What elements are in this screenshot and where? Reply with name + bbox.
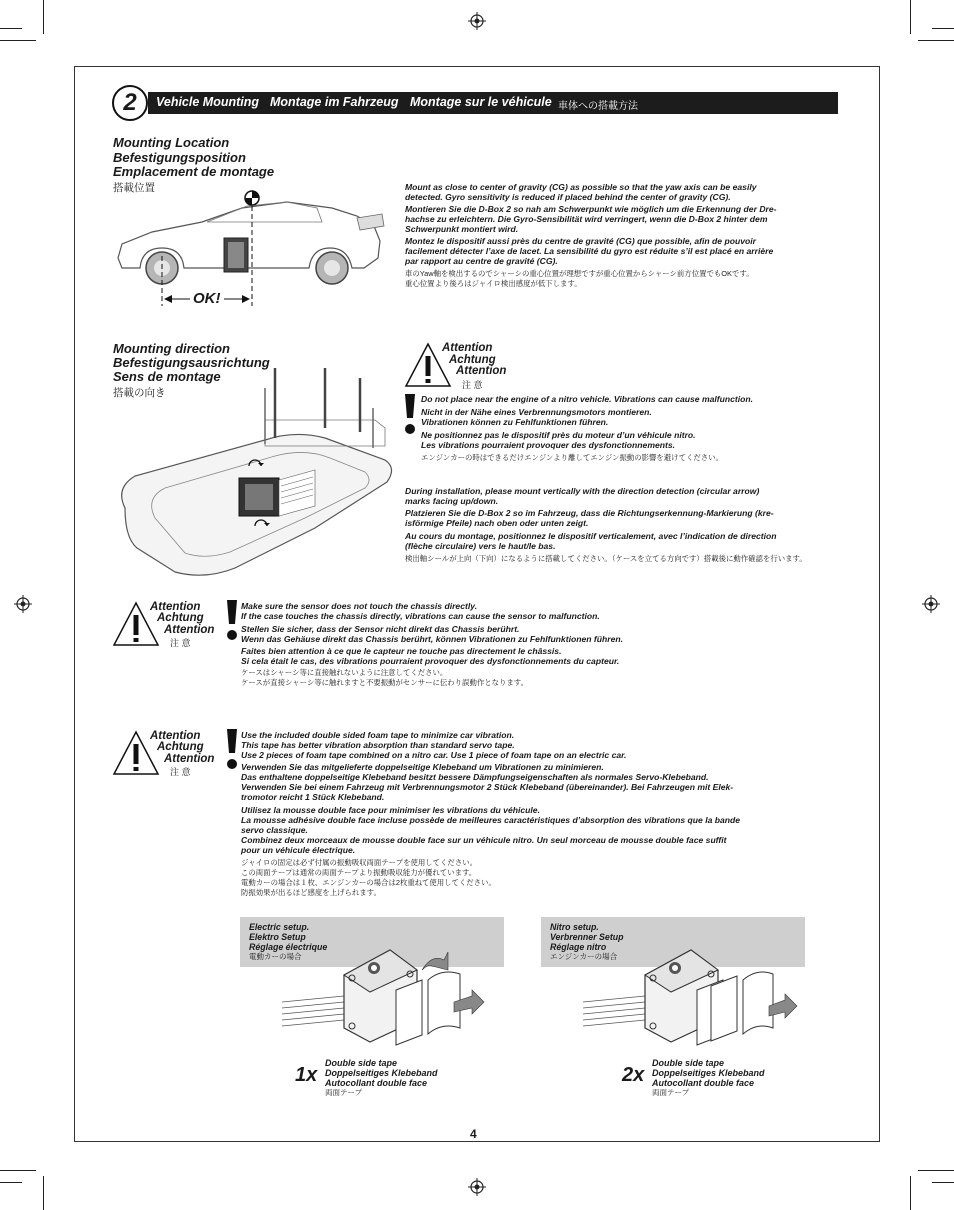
electric-label-fr: Réglage électrique: [249, 942, 328, 952]
title-fr: Montage sur le véhicule: [410, 95, 552, 109]
crop-mark: [910, 1176, 911, 1210]
center-of-gravity-icon: [245, 191, 259, 205]
exclamation-icon: [402, 394, 418, 438]
crop-mark: [0, 1182, 22, 1183]
direction-warning: [404, 340, 524, 400]
electric-tape-illustration: [282, 940, 497, 1055]
electric-label-de: Elektro Setup: [249, 932, 306, 942]
exclamation-icon: [224, 729, 240, 773]
crop-mark: [0, 28, 22, 29]
chassis-illustration: [115, 368, 397, 580]
electric-tape-label: Double side tape Doppelseitiges Klebeband Autocollant double face 両面テープ: [325, 1058, 438, 1097]
sensor-text-de: Stellen Sie sicher, dass der Sensor nicht direkt das Chassis berührt. Wenn das Gehäuse direkt das Chassis berührt, können Vibrationen zu Fehlfunktionen führen.: [241, 624, 624, 644]
nitro-label-jp: エンジンカーの場合: [550, 952, 618, 961]
direction-heading-fr: Sens de montage: [113, 369, 221, 384]
ok-label: OK!: [193, 290, 221, 307]
warning-jp: 注 意: [170, 638, 191, 648]
crop-mark: [910, 0, 911, 34]
crop-mark: [918, 1170, 954, 1171]
nitro-text-de: Nicht in der Nähe eines Verbrennungsmotors montieren. Vibrationen können zu Fehlfunktionen führen.: [421, 407, 652, 427]
crop-mark: [932, 28, 954, 29]
registration-mark-icon: [468, 1178, 486, 1196]
warning-jp: 注 意: [170, 767, 191, 777]
crop-mark: [0, 1170, 36, 1171]
title-jp: 車体への搭載方法: [558, 101, 638, 112]
direction-heading-jp: 搭載の向き: [113, 387, 166, 399]
location-heading-de: Befestigungsposition: [113, 150, 246, 165]
nitro-label-fr: Réglage nitro: [550, 942, 607, 952]
tape-text-fr: Utilisez la mousse double face pour minimiser les vibrations du véhicule. La mousse adhésive double face incluse possède de meilleures caractéristiques d’absorption des vibrations que la bande servo classique. Combinez deux morceaux de mousse double face sur un véhicule nitro. Un seul morceau de mousse double face suffit pour un véhicule électrique.: [241, 805, 741, 855]
nitro-label-de: Verbrenner Setup: [550, 932, 624, 942]
electric-multiplier: 1x: [295, 1064, 318, 1086]
warning-en: Attention: [150, 601, 201, 613]
location-heading-fr: Emplacement de montage: [113, 164, 275, 179]
warning-fr: Attention: [164, 753, 215, 765]
tape-warning: [112, 728, 232, 788]
tape-text-en: Use the included double sided foam tape to minimize car vibration. This tape has better vibration absorption than standard servo tape. Use 2 pieces of foam tape combined on a nitro car. Use 1 piece of foam tape on an electric car.: [241, 730, 627, 760]
warning-de: Achtung: [449, 354, 496, 366]
install-text-jp: 検出軸シールが上向（下向）になるように搭載してください。（ケースを立てる方向です）搭載後に動作確認を行います。: [405, 554, 807, 563]
location-heading-jp: 搭載位置: [113, 182, 155, 194]
direction-heading-de: Befestigungsausrichtung: [113, 355, 270, 370]
warning-en: Attention: [150, 730, 201, 742]
location-text-de: Montieren Sie die D-Box 2 so nah am Schwerpunkt wie möglich um die Erkennung der Dre- hachse zu erleichtern. Die Gyro-Sensibilität wird verringert, wenn die D-Box 2 hinter dem Schwerpunkt montiert wird.: [405, 204, 777, 234]
sensor-text-jp: ケースはシャーシ等に直接触れないように注意してください。 ケースが直接シャーシ等に触れますと不要振動がセンサーに伝わり誤動作となります。: [241, 668, 528, 687]
registration-mark-icon: [922, 595, 940, 613]
crop-mark: [932, 1182, 954, 1183]
nitro-tape-label: Double side tape Doppelseitiges Klebeband Autocollant double face 両面テープ: [652, 1058, 765, 1097]
sensor-text-en: Make sure the sensor does not touch the chassis directly. If the case touches the chassis directly, vibrations can cause the sensor to malfunction.: [241, 601, 600, 621]
warning-de: Achtung: [157, 612, 204, 624]
nitro-multiplier: 2x: [622, 1064, 645, 1086]
install-text-de: Platzieren Sie die D-Box 2 so im Fahrzeug, dass die Richtungserkennung-Markierung (kre- isförmige Pfeile) nach oben oder unten zeigt.: [405, 508, 774, 528]
nitro-tape-illustration: [583, 940, 798, 1055]
warning-en: Attention: [442, 342, 493, 354]
install-text-fr: Au cours du montage, positionnez le dispositif verticalement, avec l’indication de direction (flèche circulaire) vers le haut/le bas.: [405, 531, 777, 551]
crop-mark: [0, 40, 36, 41]
nitro-text-jp: エンジンカーの時はできるだけエンジンより離してエンジン振動の影響を避けてください。: [421, 453, 723, 462]
nitro-text-fr: Ne positionnez pas le dispositif près du moteur d’un véhicule nitro. Les vibrations pourraient provoquer des dysfonctionnements.: [421, 430, 696, 450]
sensor-warning: [112, 599, 232, 659]
nitro-label-en: Nitro setup.: [550, 922, 599, 932]
title-en: Vehicle Mounting: [156, 95, 260, 109]
electric-label-en: Electric setup.: [249, 922, 310, 932]
car-side-illustration: [112, 186, 397, 308]
nitro-text-en: Do not place near the engine of a nitro vehicle. Vibrations can cause malfunction.: [421, 394, 754, 404]
registration-mark-icon: [468, 12, 486, 30]
step-number: 2: [112, 85, 148, 121]
page-number: 4: [470, 1127, 477, 1141]
step-title-bar: [148, 92, 838, 114]
direction-heading-en: Mounting direction: [113, 341, 230, 356]
crop-mark: [918, 40, 954, 41]
registration-mark-icon: [14, 595, 32, 613]
warning-jp: 注 意: [462, 380, 483, 390]
location-heading-en: Mounting Location: [113, 135, 230, 150]
exclamation-icon: [224, 600, 240, 644]
location-text-en: Mount as close to center of gravity (CG) as possible so that the yaw axis can be easily detected. Gyro sensitivity is reduced if placed behind the center of gravity (CG).: [405, 182, 757, 202]
sensor-text-fr: Faites bien attention à ce que le capteur ne touche pas directement le châssis. Si cela était le cas, des vibrations pourraient provoquer des dysfonctionnements du capteur.: [241, 646, 620, 666]
crop-mark: [43, 1176, 44, 1210]
warning-fr: Attention: [456, 365, 507, 377]
location-text-jp: 車のYaw軸を検出するのでシャーシの重心位置が理想ですが重心位置からシャーシ前方位置でもOKです。 重心位置より後ろはジャイロ検出感度が低下します。: [405, 269, 754, 288]
title-de: Montage im Fahrzeug: [270, 95, 399, 109]
warning-fr: Attention: [164, 624, 215, 636]
electric-label-jp: 電動カーの場合: [249, 952, 302, 961]
location-text-fr: Montez le dispositif aussi près du centre de gravité (CG) que possible, afin de pouvoir facilement détecter l’axe de lacet. La sensibilité du gyro est réduite s’il est placé en arrière par rapport au centre de gravité (CG).: [405, 236, 774, 266]
install-text-en: During installation, please mount vertically with the direction detection (circular arrow) marks facing up/down.: [405, 486, 760, 506]
crop-mark: [43, 0, 44, 34]
tape-text-jp: ジャイロの固定は必ず付属の振動吸収両面テープを使用してください。 この両面テープは通常の両面テープより振動吸収能力が優れています。 電動カーの場合は１枚、エンジンカーの場合は2枚重ねて使用してください。 防振効果が出るほど感度を上げられます。: [241, 858, 496, 897]
warning-de: Achtung: [157, 741, 204, 753]
tape-text-de: Verwenden Sie das mitgelieferte doppelseitige Klebeband um Vibrationen zu minimieren. Das enthaltene doppelseitige Klebeband besitzt bessere Dämpfungseigenschaften als normales Servo-Klebeband. Verwenden Sie bei einem Fahrzeug mit Verbrennungsmotor 2 Stück Klebeband (übereinander). Bei Fahrzeugen mit Elek- tromotor reicht 1 Stück Klebeband.: [241, 762, 734, 802]
